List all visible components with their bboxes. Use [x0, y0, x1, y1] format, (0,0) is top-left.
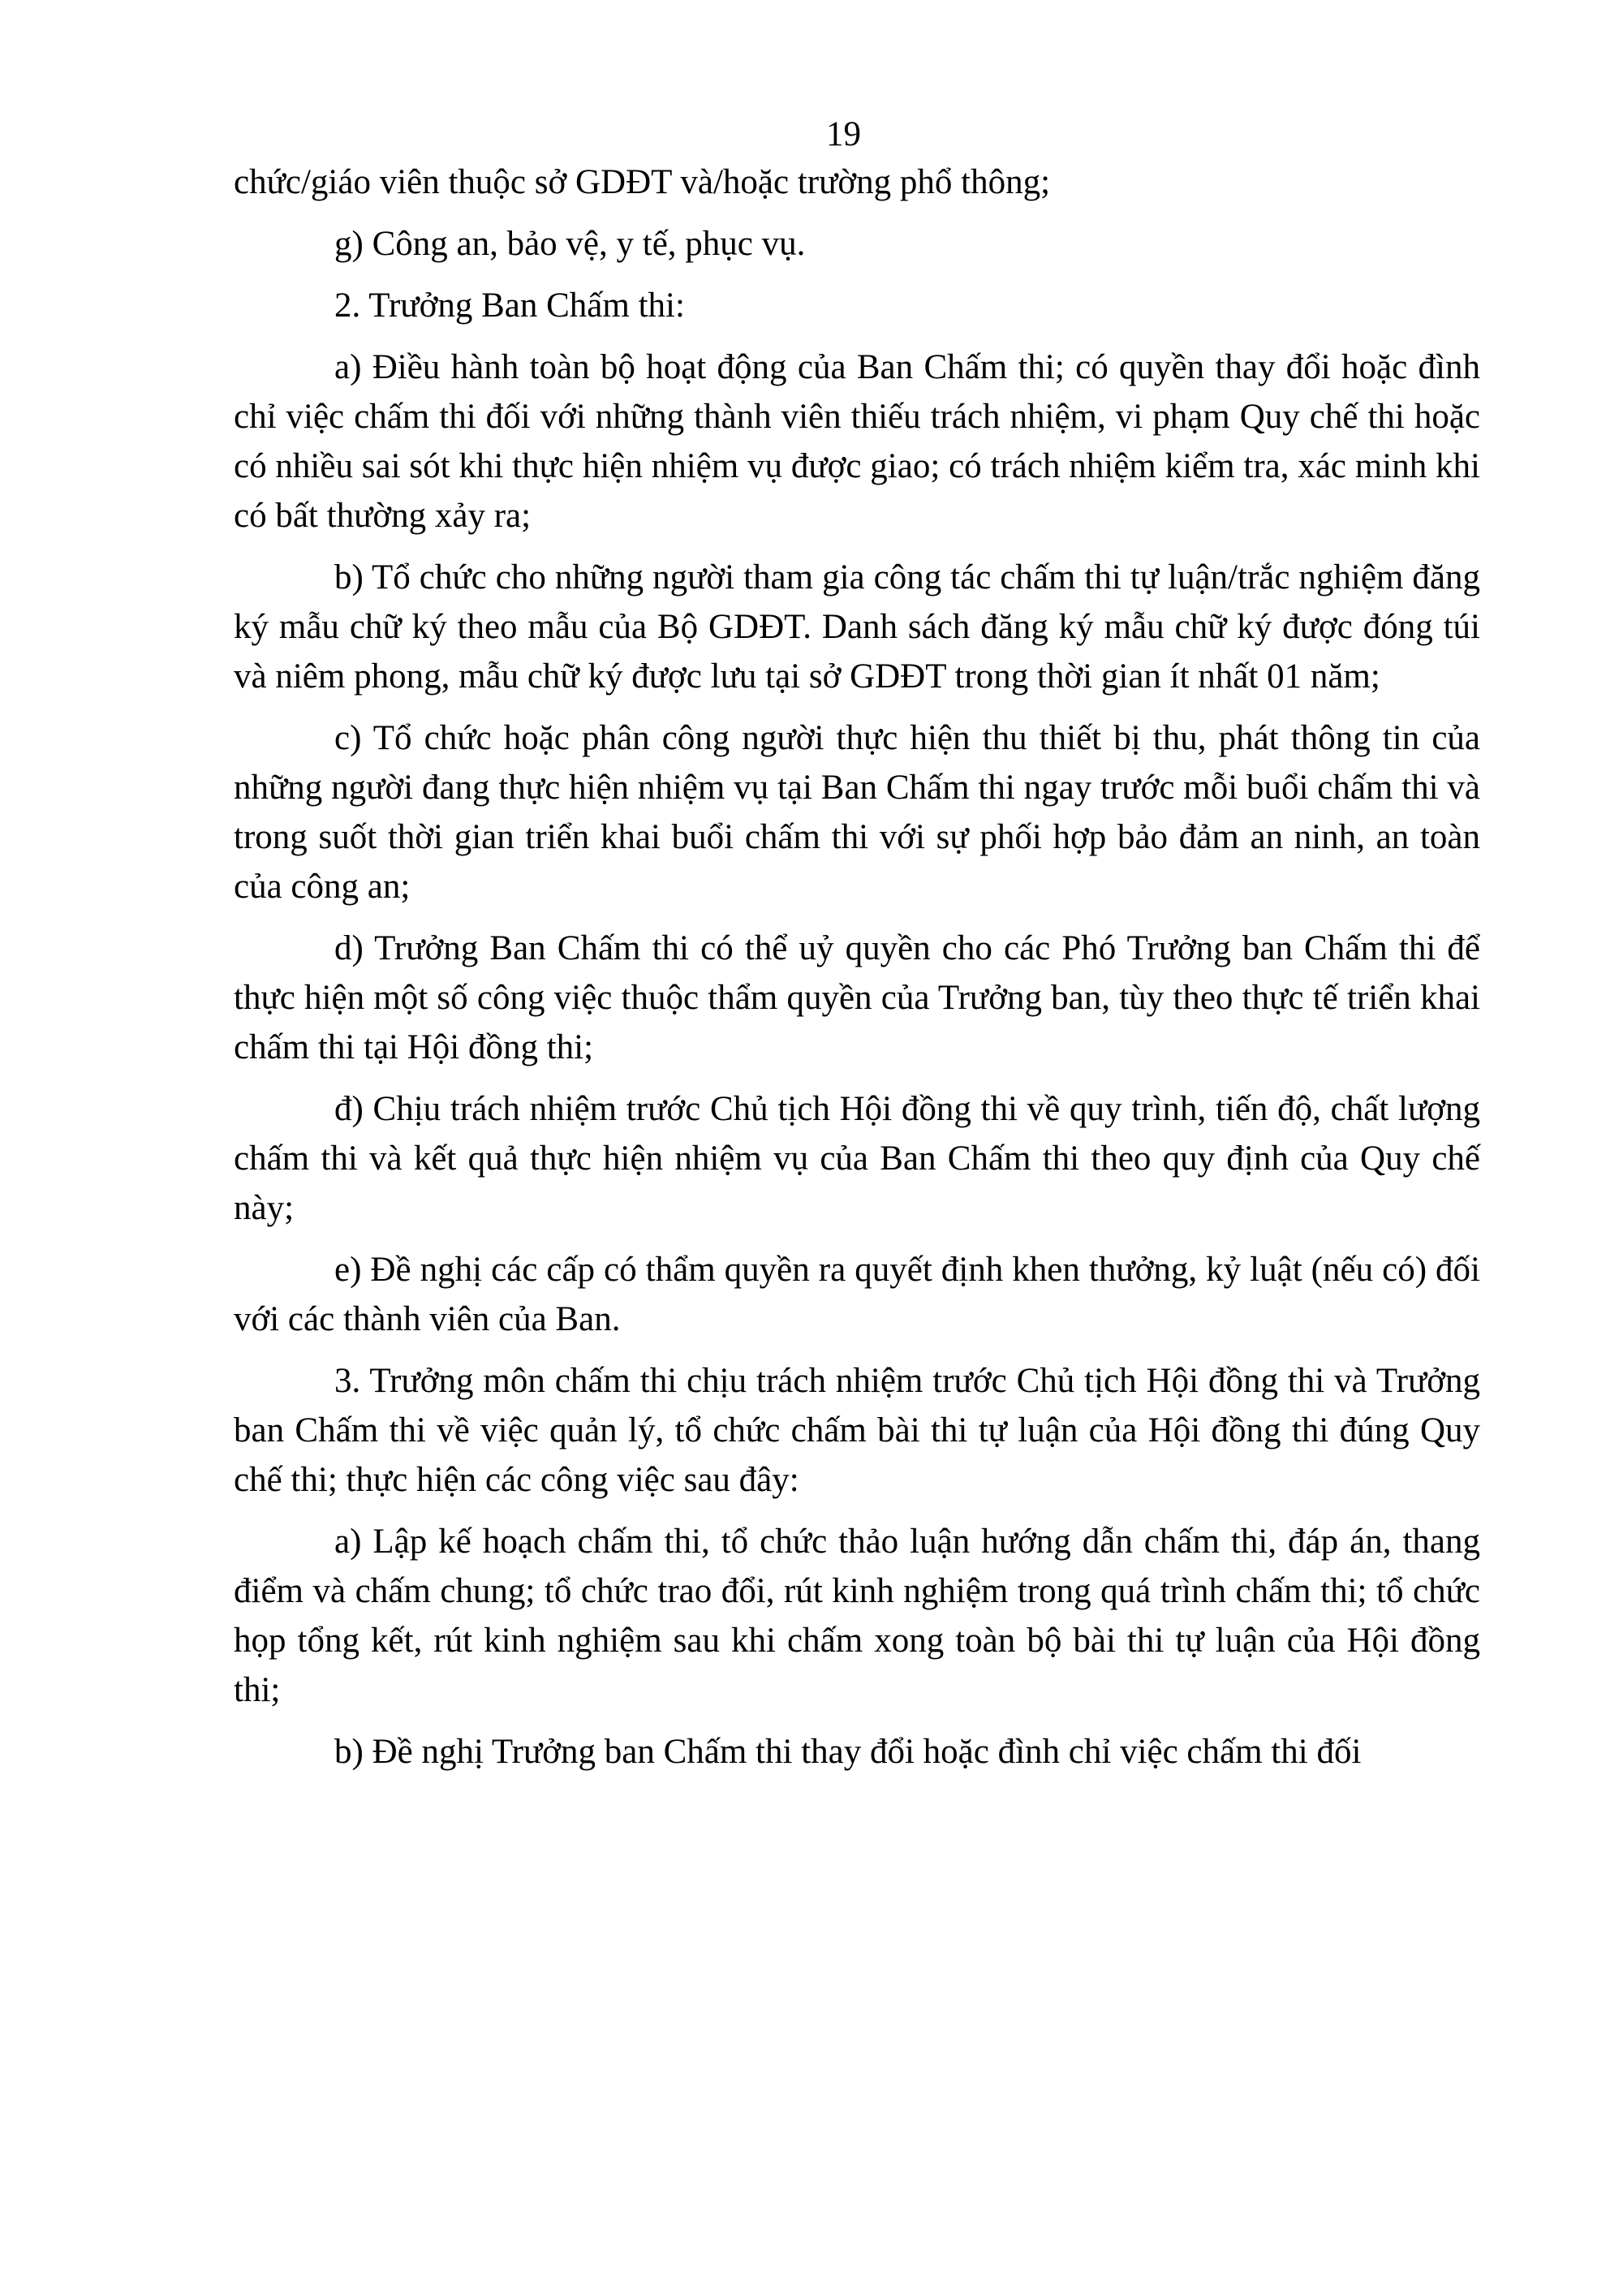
paragraph-item-g: g) Công an, bảo vệ, y tế, phục vụ.: [334, 225, 806, 263]
section-heading-2: 2. Trưởng Ban Chấm thi:: [334, 286, 685, 325]
document-body: [234, 157, 1480, 1789]
paragraph-item-e: e) Đề nghị các cấp có thẩm quyền ra quyết định khen thưởng, kỷ luật (nếu có) đối với các thành viên của Ban.: [234, 1251, 1480, 1338]
paragraph-item-b-3: b) Đề nghị Trưởng ban Chấm thi thay đổi hoặc đình chỉ việc chấm thi đối: [334, 1733, 1362, 1771]
paragraph-continuation: chức/giáo viên thuộc sở GDĐT và/hoặc trường phổ thông;: [234, 163, 1051, 201]
section-paragraph-3: 3. Trưởng môn chấm thi chịu trách nhiệm trước Chủ tịch Hội đồng thi và Trưởng ban Chấm thi về việc quản lý, tổ chức chấm bài thi tự luận của Hội đồng thi đúng Quy chế thi; thực hiện các công việc sau đây:: [234, 1362, 1480, 1499]
paragraph-item-dd: đ) Chịu trách nhiệm trước Chủ tịch Hội đồng thi về quy trình, tiến độ, chất lượng chấm thi và kết quả thực hiện nhiệm vụ của Ban Chấm thi theo quy định của Quy chế này;: [234, 1090, 1480, 1227]
paragraph-item-b: b) Tổ chức cho những người tham gia công tác chấm thi tự luận/trắc nghiệm đăng ký mẫu chữ ký theo mẫu của Bộ GDĐT. Danh sách đăng ký mẫu chữ ký được đóng túi và niêm phong, mẫu chữ ký được lưu tại sở GDĐT trong thời gian ít nhất 01 năm;: [234, 558, 1480, 696]
paragraph-item-a-3: a) Lập kế hoạch chấm thi, tổ chức thảo luận hướng dẫn chấm thi, đáp án, thang điểm và chấm chung; tổ chức trao đổi, rút kinh nghiệm trong quá trình chấm thi; tổ chức họp tổng kết, rút kinh nghiệm sau khi chấm xong toàn bộ bài thi tự luận của Hội đồng thi;: [234, 1523, 1480, 1709]
page-number: 19: [826, 115, 861, 153]
paragraph-item-c: c) Tổ chức hoặc phân công người thực hiện thu thiết bị thu, phát thông tin của những người đang thực hiện nhiệm vụ tại Ban Chấm thi ngay trước mỗi buổi chấm thi và trong suốt thời gian triển khai buổi chấm thi với sự phối hợp bảo đảm an ninh, an toàn của công an;: [234, 719, 1480, 906]
paragraph-item-d: d) Trưởng Ban Chấm thi có thể uỷ quyền cho các Phó Trưởng ban Chấm thi để thực hiện một số công việc thuộc thẩm quyền của Trưởng ban, tùy theo thực tế triển khai chấm thi tại Hội đồng thi;: [234, 929, 1480, 1066]
paragraph-item-a: a) Điều hành toàn bộ hoạt động của Ban Chấm thi; có quyền thay đổi hoặc đình chỉ việc chấm thi đối với những thành viên thiếu trách nhiệm, vi phạm Quy chế thi hoặc có nhiều sai sót khi thực hiện nhiệm vụ được giao; có trách nhiệm kiểm tra, xác minh khi có bất thường xảy ra;: [234, 348, 1480, 535]
